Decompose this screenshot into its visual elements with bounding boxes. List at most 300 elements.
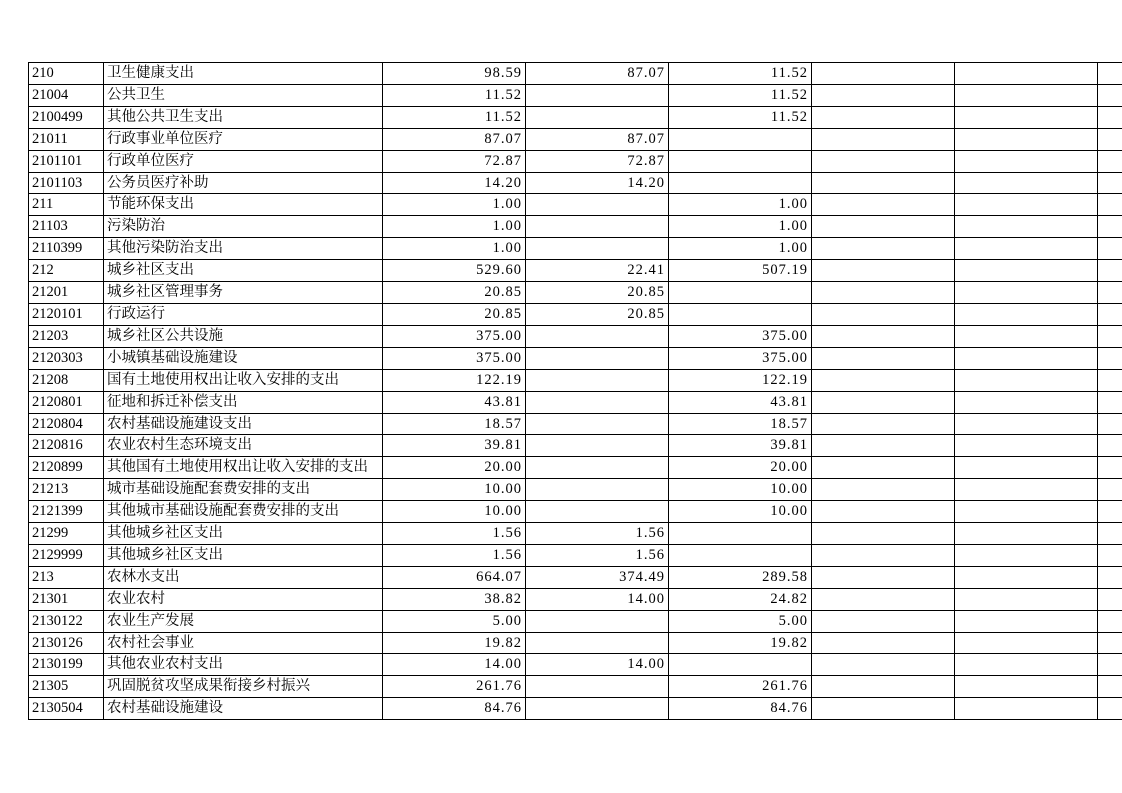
cell-col4 — [669, 676, 812, 698]
cell-name: 行政运行 — [104, 303, 383, 325]
cell-total-value: 14.00 — [484, 656, 522, 673]
table-row — [29, 457, 1122, 479]
cell-col7 — [1098, 106, 1122, 128]
cell-col4 — [669, 610, 812, 632]
cell-name: 城市基础设施配套费安排的支出 — [104, 479, 383, 501]
cell-col4 — [669, 501, 812, 523]
cell-code: 2120303 — [29, 347, 104, 369]
cell-total — [383, 150, 526, 172]
table-row — [29, 676, 1122, 698]
cell-col5 — [812, 588, 955, 610]
cell-code: 2130504 — [29, 698, 104, 720]
cell-name: 其他污染防治支出 — [104, 238, 383, 260]
cell-col4 — [669, 63, 812, 85]
cell-col3-value: 87.07 — [627, 130, 665, 147]
cell-col3-value: 374.49 — [619, 568, 665, 585]
cell-code: 213 — [29, 566, 104, 588]
cell-col3-value: 22.41 — [627, 262, 665, 279]
cell-col5 — [812, 282, 955, 304]
cell-col6 — [955, 347, 1098, 369]
cell-total — [383, 501, 526, 523]
cell-code: 21299 — [29, 523, 104, 545]
cell-col5 — [812, 654, 955, 676]
cell-code: 2101103 — [29, 172, 104, 194]
cell-col7 — [1098, 260, 1122, 282]
cell-col3 — [526, 128, 669, 150]
table-body — [29, 63, 1122, 720]
cell-col4-value: 1.00 — [778, 240, 808, 257]
cell-total-value: 1.56 — [492, 525, 522, 542]
cell-total-value: 98.59 — [484, 65, 522, 81]
cell-code: 21213 — [29, 479, 104, 501]
table-row — [29, 391, 1122, 413]
cell-name: 农村基础设施建设支出 — [104, 413, 383, 435]
cell-col4 — [669, 435, 812, 457]
cell-col6 — [955, 413, 1098, 435]
cell-code: 210 — [29, 63, 104, 85]
cell-name: 其他公共卫生支出 — [104, 106, 383, 128]
cell-col3 — [526, 391, 669, 413]
cell-total — [383, 654, 526, 676]
cell-total-value: 20.85 — [484, 305, 522, 322]
cell-total-value: 5.00 — [492, 612, 522, 629]
cell-code: 2120899 — [29, 457, 104, 479]
cell-total — [383, 216, 526, 238]
table-row — [29, 698, 1122, 720]
cell-total — [383, 676, 526, 698]
cell-name: 污染防治 — [104, 216, 383, 238]
cell-name: 农村基础设施建设 — [104, 698, 383, 720]
cell-col4 — [669, 172, 812, 194]
cell-col4-value: 11.52 — [770, 65, 808, 81]
cell-col6 — [955, 260, 1098, 282]
cell-col6 — [955, 216, 1098, 238]
cell-total — [383, 588, 526, 610]
cell-col7 — [1098, 435, 1122, 457]
cell-col3-value: 1.56 — [635, 546, 665, 563]
budget-table — [28, 62, 1122, 720]
cell-col5 — [812, 172, 955, 194]
cell-col4 — [669, 523, 812, 545]
cell-col7 — [1098, 654, 1122, 676]
cell-col3-value: 14.20 — [627, 174, 665, 191]
cell-col3 — [526, 238, 669, 260]
cell-col3-value: 14.00 — [627, 656, 665, 673]
cell-name: 城乡社区支出 — [104, 260, 383, 282]
cell-col5 — [812, 676, 955, 698]
cell-col5 — [812, 325, 955, 347]
cell-col4-value: 20.00 — [770, 459, 808, 476]
cell-col3 — [526, 63, 669, 85]
cell-col3 — [526, 501, 669, 523]
table-row — [29, 106, 1122, 128]
cell-col5 — [812, 544, 955, 566]
cell-col6 — [955, 172, 1098, 194]
cell-col3 — [526, 325, 669, 347]
cell-col6 — [955, 282, 1098, 304]
cell-total — [383, 303, 526, 325]
table-row — [29, 172, 1122, 194]
cell-name: 农村社会事业 — [104, 632, 383, 654]
table-row — [29, 194, 1122, 216]
cell-col4-value: 24.82 — [770, 590, 808, 607]
cell-col6 — [955, 588, 1098, 610]
cell-col7 — [1098, 544, 1122, 566]
cell-col4-value: 507.19 — [762, 262, 808, 279]
cell-col5 — [812, 479, 955, 501]
cell-name: 其他城市基础设施配套费安排的支出 — [104, 501, 383, 523]
cell-name: 巩固脱贫攻坚成果衔接乡村振兴 — [104, 676, 383, 698]
cell-code: 2130126 — [29, 632, 104, 654]
cell-col3-value: 14.00 — [627, 590, 665, 607]
cell-name: 城乡社区公共设施 — [104, 325, 383, 347]
cell-total-value: 10.00 — [484, 481, 522, 498]
table-row — [29, 128, 1122, 150]
cell-col7 — [1098, 282, 1122, 304]
cell-col4 — [669, 282, 812, 304]
cell-col4 — [669, 303, 812, 325]
cell-col6 — [955, 654, 1098, 676]
cell-col3 — [526, 544, 669, 566]
cell-col6 — [955, 435, 1098, 457]
cell-col4 — [669, 588, 812, 610]
cell-col6 — [955, 63, 1098, 85]
cell-code: 2130122 — [29, 610, 104, 632]
cell-col7 — [1098, 501, 1122, 523]
cell-name: 其他城乡社区支出 — [104, 523, 383, 545]
cell-col4 — [669, 698, 812, 720]
cell-col5 — [812, 523, 955, 545]
cell-col6 — [955, 194, 1098, 216]
cell-col3 — [526, 566, 669, 588]
cell-col4 — [669, 106, 812, 128]
cell-col3 — [526, 369, 669, 391]
cell-col5 — [812, 610, 955, 632]
cell-col4 — [669, 84, 812, 106]
cell-code: 21203 — [29, 325, 104, 347]
cell-code: 2120101 — [29, 303, 104, 325]
table-row — [29, 347, 1122, 369]
cell-col7 — [1098, 610, 1122, 632]
cell-total — [383, 260, 526, 282]
cell-col3-value: 20.85 — [627, 305, 665, 322]
cell-total — [383, 391, 526, 413]
cell-col4 — [669, 150, 812, 172]
cell-total-value: 1.00 — [492, 196, 522, 213]
table-row — [29, 501, 1122, 523]
cell-total-value: 39.81 — [484, 437, 522, 454]
cell-col4-value: 5.00 — [778, 612, 808, 629]
cell-name: 节能环保支出 — [104, 194, 383, 216]
cell-col4-value: 18.57 — [770, 415, 808, 432]
cell-col4-value: 375.00 — [762, 349, 808, 366]
cell-col4 — [669, 369, 812, 391]
cell-col5 — [812, 84, 955, 106]
cell-name: 公共卫生 — [104, 84, 383, 106]
cell-total-value: 19.82 — [484, 634, 522, 651]
cell-total-value: 11.52 — [484, 86, 522, 103]
cell-total-value: 72.87 — [484, 152, 522, 169]
table-row — [29, 523, 1122, 545]
cell-total — [383, 84, 526, 106]
cell-col6 — [955, 457, 1098, 479]
cell-col4-value: 1.00 — [778, 196, 808, 213]
cell-total — [383, 369, 526, 391]
cell-col4 — [669, 128, 812, 150]
cell-total — [383, 435, 526, 457]
cell-total-value: 20.00 — [484, 459, 522, 476]
cell-col5 — [812, 216, 955, 238]
cell-col6 — [955, 479, 1098, 501]
cell-col3 — [526, 435, 669, 457]
table-row — [29, 413, 1122, 435]
cell-col7 — [1098, 303, 1122, 325]
cell-col7 — [1098, 698, 1122, 720]
cell-col3 — [526, 282, 669, 304]
table-row — [29, 479, 1122, 501]
cell-col6 — [955, 632, 1098, 654]
cell-total — [383, 523, 526, 545]
cell-total — [383, 238, 526, 260]
cell-col4 — [669, 347, 812, 369]
cell-total-value: 529.60 — [476, 262, 522, 279]
cell-col3 — [526, 303, 669, 325]
cell-col3 — [526, 194, 669, 216]
cell-col6 — [955, 303, 1098, 325]
cell-name: 农林水支出 — [104, 566, 383, 588]
cell-col5 — [812, 698, 955, 720]
cell-col6 — [955, 566, 1098, 588]
cell-col4-value: 1.00 — [778, 218, 808, 235]
cell-name: 农业农村生态环境支出 — [104, 435, 383, 457]
cell-col6 — [955, 106, 1098, 128]
cell-code: 2121399 — [29, 501, 104, 523]
cell-col6 — [955, 610, 1098, 632]
cell-col7 — [1098, 479, 1122, 501]
table-row — [29, 435, 1122, 457]
cell-total-value: 38.82 — [484, 590, 522, 607]
cell-total — [383, 632, 526, 654]
cell-name: 公务员医疗补助 — [104, 172, 383, 194]
cell-col4-value: 84.76 — [770, 700, 808, 717]
cell-total — [383, 325, 526, 347]
cell-col6 — [955, 150, 1098, 172]
cell-col4-value: 19.82 — [770, 634, 808, 651]
cell-col4 — [669, 325, 812, 347]
cell-col6 — [955, 698, 1098, 720]
cell-total-value: 122.19 — [476, 371, 522, 388]
cell-total-value: 1.00 — [492, 218, 522, 235]
cell-code: 2120801 — [29, 391, 104, 413]
cell-col7 — [1098, 150, 1122, 172]
cell-col4 — [669, 238, 812, 260]
cell-col7 — [1098, 588, 1122, 610]
cell-total-value: 664.07 — [476, 568, 522, 585]
cell-col5 — [812, 501, 955, 523]
cell-col7 — [1098, 347, 1122, 369]
cell-name: 征地和拆迁补偿支出 — [104, 391, 383, 413]
cell-col4 — [669, 194, 812, 216]
cell-total — [383, 128, 526, 150]
cell-code: 211 — [29, 194, 104, 216]
cell-code: 21011 — [29, 128, 104, 150]
cell-col3 — [526, 216, 669, 238]
cell-col5 — [812, 391, 955, 413]
cell-code: 2100499 — [29, 106, 104, 128]
cell-col6 — [955, 325, 1098, 347]
cell-col3 — [526, 84, 669, 106]
cell-col5 — [812, 369, 955, 391]
cell-col6 — [955, 501, 1098, 523]
cell-col4 — [669, 654, 812, 676]
table-row — [29, 325, 1122, 347]
cell-col3 — [526, 457, 669, 479]
cell-col5 — [812, 413, 955, 435]
cell-col4 — [669, 413, 812, 435]
cell-total — [383, 479, 526, 501]
cell-total — [383, 610, 526, 632]
cell-total-value: 1.56 — [492, 546, 522, 563]
cell-total-value: 10.00 — [484, 503, 522, 520]
cell-col7 — [1098, 63, 1122, 85]
cell-col4-value: 10.00 — [770, 503, 808, 520]
cell-name: 其他城乡社区支出 — [104, 544, 383, 566]
cell-col5 — [812, 260, 955, 282]
cell-col4-value: 39.81 — [770, 437, 808, 454]
cell-col6 — [955, 391, 1098, 413]
cell-col5 — [812, 435, 955, 457]
table-row — [29, 632, 1122, 654]
cell-name: 国有土地使用权出让收入安排的支出 — [104, 369, 383, 391]
cell-code: 2129999 — [29, 544, 104, 566]
cell-code: 2101101 — [29, 150, 104, 172]
cell-col5 — [812, 63, 955, 85]
table-row — [29, 566, 1122, 588]
cell-col3 — [526, 150, 669, 172]
cell-name: 城乡社区管理事务 — [104, 282, 383, 304]
cell-code: 21305 — [29, 676, 104, 698]
cell-col3 — [526, 106, 669, 128]
cell-total-value: 43.81 — [484, 393, 522, 410]
cell-col5 — [812, 238, 955, 260]
cell-col4 — [669, 632, 812, 654]
table-row — [29, 150, 1122, 172]
cell-col7 — [1098, 238, 1122, 260]
cell-col4 — [669, 566, 812, 588]
cell-col4-value: 43.81 — [770, 393, 808, 410]
cell-col5 — [812, 566, 955, 588]
cell-code: 212 — [29, 260, 104, 282]
cell-col4 — [669, 391, 812, 413]
cell-col5 — [812, 150, 955, 172]
cell-col4-value: 375.00 — [762, 327, 808, 344]
cell-col4-value: 289.58 — [762, 568, 808, 585]
cell-col7 — [1098, 216, 1122, 238]
table-row — [29, 654, 1122, 676]
table-row — [29, 260, 1122, 282]
cell-code: 2110399 — [29, 238, 104, 260]
cell-col4 — [669, 457, 812, 479]
cell-total-value: 375.00 — [476, 349, 522, 366]
cell-col3 — [526, 479, 669, 501]
cell-col5 — [812, 632, 955, 654]
cell-col6 — [955, 128, 1098, 150]
cell-name: 其他农业农村支出 — [104, 654, 383, 676]
cell-total — [383, 172, 526, 194]
cell-total-value: 1.00 — [492, 240, 522, 257]
cell-total — [383, 282, 526, 304]
cell-name: 农业农村 — [104, 588, 383, 610]
cell-name: 农业生产发展 — [104, 610, 383, 632]
cell-col5 — [812, 457, 955, 479]
cell-total — [383, 544, 526, 566]
cell-col3 — [526, 676, 669, 698]
cell-total-value: 375.00 — [476, 327, 522, 344]
cell-total — [383, 457, 526, 479]
cell-col7 — [1098, 369, 1122, 391]
cell-total-value: 18.57 — [484, 415, 522, 432]
cell-col3 — [526, 347, 669, 369]
cell-col3-value: 20.85 — [627, 284, 665, 301]
cell-code: 21208 — [29, 369, 104, 391]
cell-col4 — [669, 479, 812, 501]
cell-col3 — [526, 172, 669, 194]
cell-total-value: 84.76 — [484, 700, 522, 717]
cell-total — [383, 698, 526, 720]
cell-col6 — [955, 84, 1098, 106]
cell-col4-value: 10.00 — [770, 481, 808, 498]
cell-col6 — [955, 676, 1098, 698]
cell-code: 21103 — [29, 216, 104, 238]
cell-col7 — [1098, 413, 1122, 435]
cell-name: 行政单位医疗 — [104, 150, 383, 172]
table-row — [29, 588, 1122, 610]
cell-col7 — [1098, 566, 1122, 588]
cell-col4-value: 122.19 — [762, 371, 808, 388]
cell-col7 — [1098, 676, 1122, 698]
cell-col5 — [812, 106, 955, 128]
cell-col4 — [669, 260, 812, 282]
cell-code: 2120804 — [29, 413, 104, 435]
cell-code: 21201 — [29, 282, 104, 304]
cell-col5 — [812, 347, 955, 369]
cell-code: 2130199 — [29, 654, 104, 676]
cell-col3 — [526, 632, 669, 654]
cell-col6 — [955, 544, 1098, 566]
cell-col4-value: 261.76 — [762, 678, 808, 695]
cell-code: 21004 — [29, 84, 104, 106]
cell-total-value: 20.85 — [484, 284, 522, 301]
cell-total-value: 11.52 — [484, 108, 522, 125]
cell-name: 行政事业单位医疗 — [104, 128, 383, 150]
table-row — [29, 610, 1122, 632]
cell-col7 — [1098, 391, 1122, 413]
cell-code: 21301 — [29, 588, 104, 610]
cell-col7 — [1098, 325, 1122, 347]
cell-col3 — [526, 610, 669, 632]
cell-col3-value: 72.87 — [627, 152, 665, 169]
cell-total-value: 261.76 — [476, 678, 522, 695]
table-row — [29, 216, 1122, 238]
table-row — [29, 544, 1122, 566]
cell-total — [383, 347, 526, 369]
cell-col3 — [526, 523, 669, 545]
cell-col5 — [812, 194, 955, 216]
cell-col3-value: 1.56 — [635, 525, 665, 542]
table-row — [29, 238, 1122, 260]
cell-col3 — [526, 654, 669, 676]
cell-col3 — [526, 260, 669, 282]
